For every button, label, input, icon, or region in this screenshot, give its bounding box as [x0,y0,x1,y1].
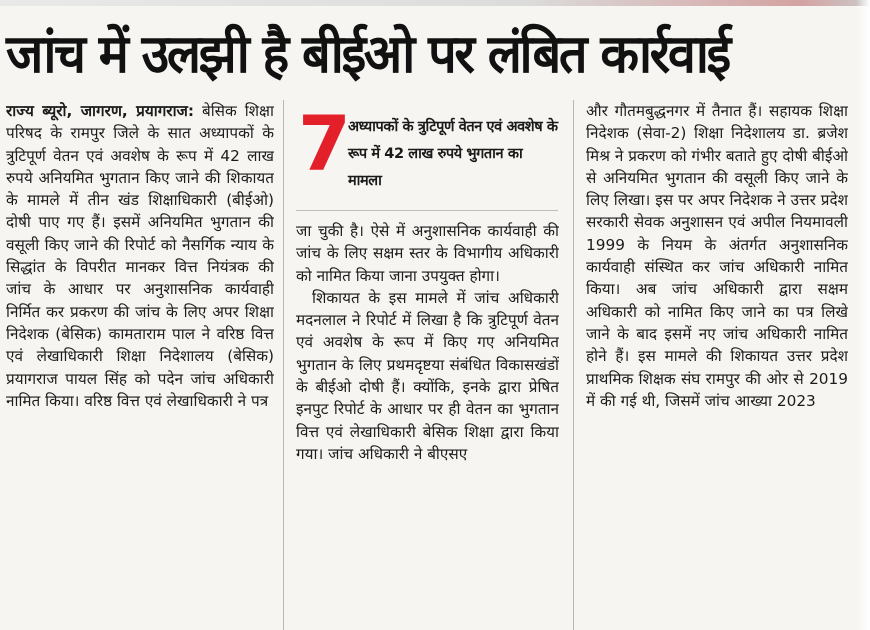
column-divider-2 [573,100,574,630]
column-2-paragraph-1: जा चुकी है। ऐसे में अनुशासनिक कार्यवाही की जांच के लिए सक्षम स्तर के विभागीय अधिकारी को नामित किया जाना उपयुक्त होगा। [296,222,559,285]
column-1-text [6,100,274,412]
dateline: राज्य ब्यूरो, जागरण, प्रयागराज: [6,102,194,120]
headline: जांच में उलझी है बीईओ पर लंबित कार्रवाई [6,24,729,85]
highlight-text: अध्यापकों के त्रुटिपूर्ण वेतन एवं अवशेष के रूप में 42 लाख रुपये भुगतान का मामला [348,119,558,189]
article-column-3 [586,100,848,630]
highlight-box-rule [296,210,558,211]
column-3-body: और गौतमबुद्धनगर में तैनात हैं। सहायक शिक्षा निदेशक (सेवा-2) शिक्षा निदेशालय डा. ब्रजेश मिश्र ने प्रकरण को गंभीर बताते हुए दोषी बीईओ से अनियमित भुगतान की वसूली किए जाने के लिए लिखा। इस पर अपर निदेशक ने उत्तर प्रदेश सरकारी सेवक अनुशासन एवं अपील नियमावली 1999 के नियम के अंतर्गत अनुशासनिक कार्यवाही संस्थित कर जांच अधिकारी नामित किया। अब जांच अधिकारी द्वारा सक्षम अधिकारी को नामित किए जाने का पत्र लिखे जाने के बाद इसमें नए जांच अधिकारी नामित होने हैं। इस मामले की शिकायत उत्तर प्रदेश प्राथमिक शिक्षक संघ रामपुर की ओर से 2019 में की गई थी, जिसमें जांच आख्या 2023 [586,102,848,410]
page-edge-fade [856,0,870,630]
highlight-box [296,99,558,204]
article-column-2 [296,220,559,630]
article-column-1 [6,100,274,630]
column-divider-1 [283,100,284,630]
column-1-body: बेसिक शिक्षा परिषद के रामपुर जिले के सात अध्यापकों के त्रुटिपूर्ण वेतन एवं अवशेष के रूप में 42 लाख रुपये अनियमित भुगतान किए जाने की शिकायत के मामले में तीन खंड शिक्षाधिकारी (बीईओ) दोषी पाए गए हैं। इसमें अनियमित भुगतान की वसूली किए जाने की रिपोर्ट को नैसर्गिक न्याय के सिद्धांत के विपरीत मानकर वित्त नियंत्रक की जांच के आधार पर अनुशासनिक कार्यवाही निर्मित कर प्रकरण की जांच के लिए अपर शिक्षा निदेशक (बेसिक) कामताराम पाल ने वरिष्ठ वित्त एवं लेखाधिकारी शिक्षा निदेशालय (बेसिक) प्रयागराज पायल सिंह को पदेन जांच अधिकारी नामित किया। वरिष्ठ वित्त एवं लेखाधिकारी ने पत्र [6,102,274,410]
highlight-number: 7 [298,99,351,188]
top-color-band [0,0,870,6]
column-2-paragraph-2: शिकायत के इस मामले में जांच अधिकारी मदनलाल ने रिपोर्ट में लिखा है कि त्रुटिपूर्ण वेतन एवं अवशेष के रूप में किए गए अनियमित भुगतान के लिए प्रथमदृष्टया संबंधित विकासखंडों के बीईओ दोषी हैं। क्योंकि, इनके द्वारा प्रेषित इनपुट रिपोर्ट के आधार पर ही वेतन का भुगतान वित्त एवं लेखाधिकारी बेसिक शिक्षा द्वारा किया गया। जांच अधिकारी ने बीएसए [296,288,559,463]
